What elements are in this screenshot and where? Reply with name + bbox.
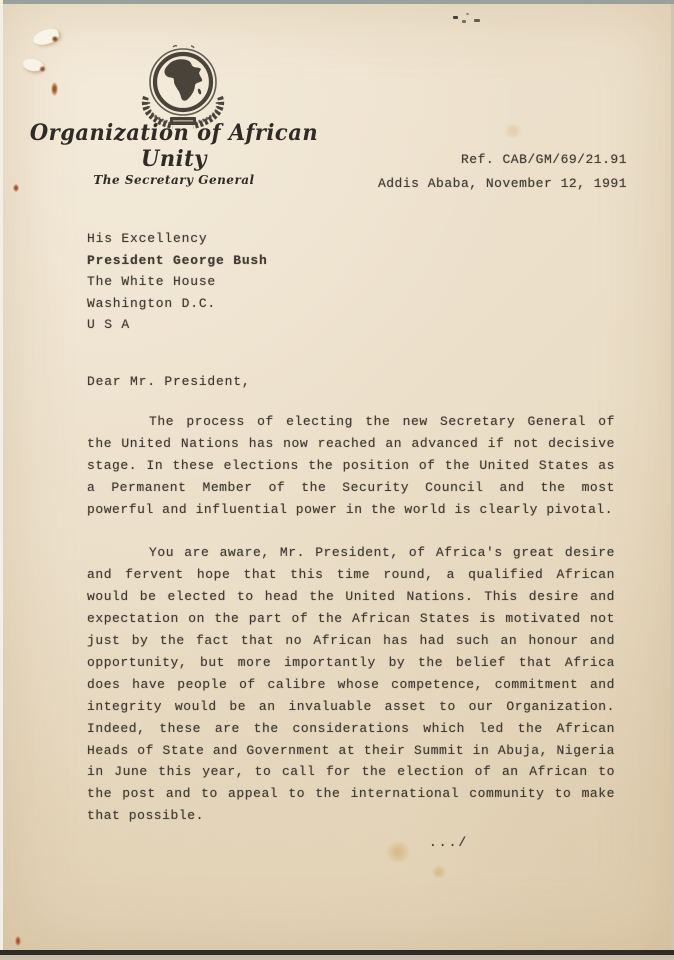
recipient-address [87,228,268,336]
scan-edge-left [0,0,3,960]
ink-speck [453,16,458,19]
recipient-name: President George Bush [87,252,268,268]
paper-tear [22,57,44,72]
date-line: Addis Ababa, November 12, 1991 [377,176,627,191]
ink-speck [462,20,466,23]
rust-stain [51,36,59,42]
scan-edge-bottom [0,955,674,960]
reference-number: Ref. CAB/GM/69/21.91 [460,152,627,167]
ink-speck [474,19,480,22]
rust-stain [51,82,58,96]
scan-edge-top [0,0,674,4]
organization-name: Organization of African Unity [29,118,319,172]
paragraph: The process of electing the new Secretary General of the United Nations has now reached an advanced if not decisive stage. In these elections the position of the United States as a Permanent Member of the Security Council and the most powerful and influential power in the world is clearly pivotal. [87,414,615,517]
recipient-line: Washington D.C. [87,295,217,311]
foxing-stain [431,866,447,878]
reference-block [378,148,627,196]
paper-tear [32,27,61,47]
rust-stain [39,66,46,72]
recipient-line: The White House [87,274,217,289]
rust-stain [15,936,21,946]
recipient-line: His Excellency [87,231,208,246]
rust-stain [13,184,19,192]
paragraph: You are aware, Mr. President, of Africa's great desire and fervent hope that this time round, a qualified African would be elected to head the United Nations. This desire and expectation on the part of the African States is motivated not just by the fact that no African has had such an honour and opportunity, but more importantly by the belief that Africa does have people of calibre whose competence, commitment and integrity would be an invaluable asset to our Organization. Indeed, these are the considerations which led the African Heads of State and Government at their Summit in Abuja, Nigeria in June this year, to call for the election of an African to the post and to appeal to the international community to make that possible. [87,545,615,824]
letter-body [87,411,615,849]
continuation-mark: .../ [429,835,469,850]
foxing-stain [503,124,523,138]
recipient-line: U S A [87,317,131,332]
ink-speck [466,13,469,15]
letter-page [3,4,671,951]
letterhead [29,120,319,187]
department-name: The Secretary General [93,173,255,187]
salutation: Dear Mr. President, [87,374,251,389]
oau-emblem-icon [133,42,233,130]
